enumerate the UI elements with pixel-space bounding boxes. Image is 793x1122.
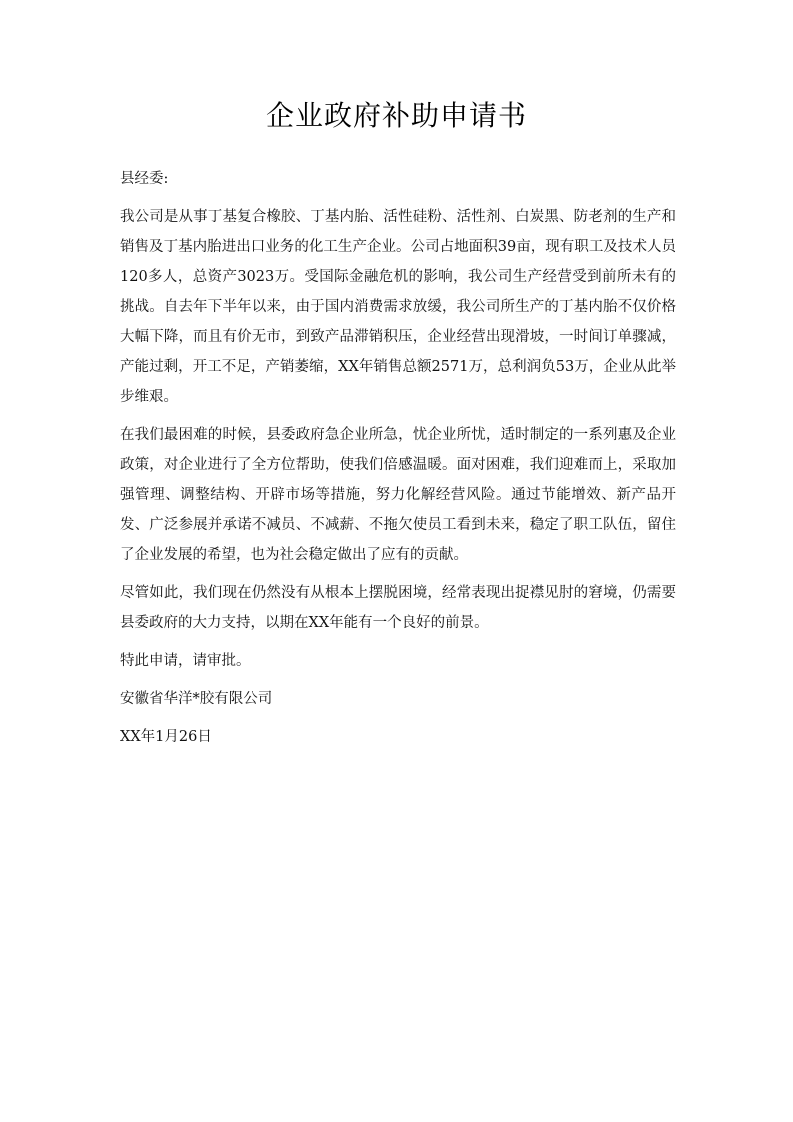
paragraph-company-intro: 我公司是从事丁基复合橡胶、丁基内胎、活性硅粉、活性剂、白炭黑、防老剂的生产和销售及丁基内胎进出口业务的化工生产企业。公司占地面积39亩，现有职工及技术人员120多人，总资产3023万。受国际金融危机的影响，我公司生产经营受到前所未有的挑战。自去年下半年以来，由于国内消费需求放缓，我公司所生产的丁基内胎不仅价格大幅下降，而且有价无市，到致产品滞销积压，企业经营出现滑坡，一时间订单骤减，产能过剩，开工不足，产销萎缩，XX年销售总额2571万，总利润负53万，企业从此举步维艰。	[120, 209, 676, 405]
salutation: 县经委:	[120, 171, 169, 187]
closing-line: 特此申请，请审批。	[120, 653, 251, 669]
paragraph-request: 尽管如此，我们现在仍然没有从根本上摆脱困境，经常表现出捉襟见肘的窘境，仍需要县委政府的大力支持，以期在XX年能有一个良好的前景。	[120, 585, 676, 631]
document-title: 企业政府补助申请书	[265, 99, 527, 132]
paragraph-government-support: 在我们最困难的时候，县委政府急企业所急，忧企业所忧，适时制定的一系列惠及企业政策，对企业进行了全方位帮助，使我们倍感温暖。面对困难，我们迎难而上，采取加强管理、调整结构、开辟市场等措施，努力化解经营风险。通过节能增效、新产品开发、广泛参展并承诺不减员、不减薪、不拖欠使员工看到未来，稳定了职工队伍，留住了企业发展的希望，也为社会稳定做出了应有的贡献。	[120, 427, 676, 563]
signature-date: XX年1月26日	[120, 729, 212, 745]
document-body	[120, 164, 676, 760]
signature-company: 安徽省华洋*胶有限公司	[120, 691, 273, 707]
